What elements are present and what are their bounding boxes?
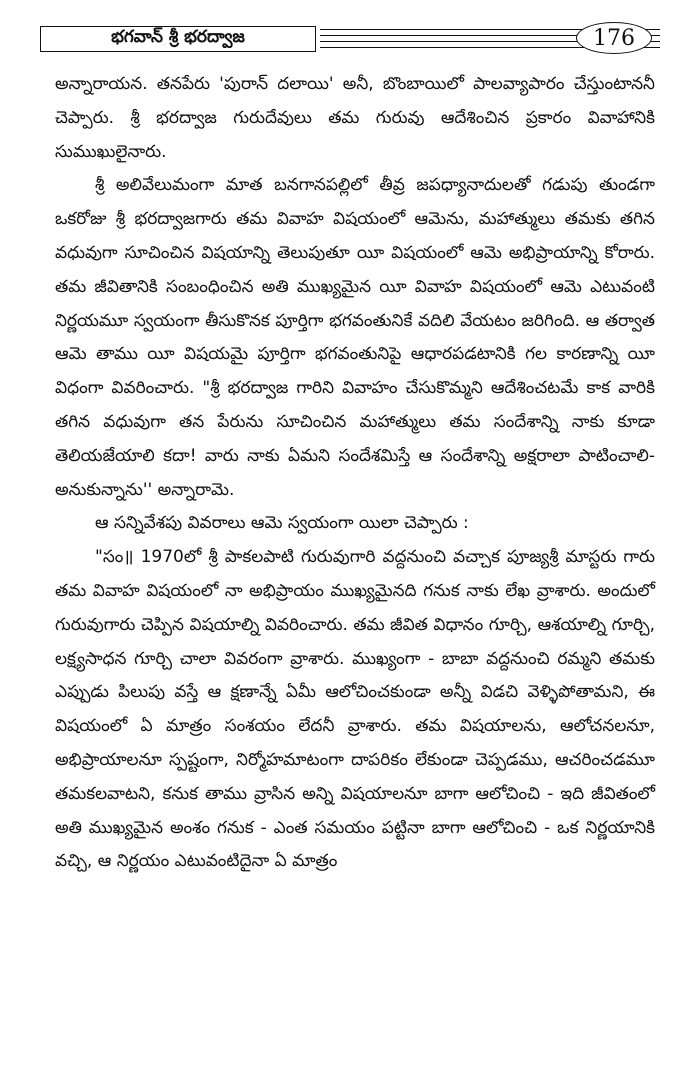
page-number-oval: [576, 22, 652, 54]
page-header: [40, 22, 660, 56]
running-title: భగవాన్ శ్రీ భరద్వాజ: [111, 27, 245, 47]
paragraph: అన్నారాయన. తనపేరు 'పురాన్ దలాయి' అనీ, బొంబాయిలో పాలవ్యాపారం చేస్తుంటాననీ చెప్పారు. శ్రీ భరద్వాజ గురుదేవులు తమ గురువు ఆదేశించిన ప్రకారం వివాహానికి సుముఖులైనారు.: [55, 74, 655, 162]
page-number: 176: [593, 25, 635, 51]
running-title-box: [40, 26, 316, 52]
body-text: [55, 68, 655, 879]
paragraph: "సం॥ 1970లో శ్రీ పాకలపాటి గురువుగారి వద్దనుంచి వచ్చాక పూజ్యశ్రీ మాస్టరు గారు తమ వివాహ విషయంలో నా అభిప్రాయం ముఖ్యమైనది గనుక నాకు లేఖ వ్రాశారు. అందులో గురువుగారు చెప్పిన విషయాల్ని వివరించారు. తమ జీవిత విధానం గూర్చి, ఆశయాల్ని గూర్చి, లక్ష్యసాధన గూర్చి చాలా వివరంగా వ్రాశారు. ముఖ్యంగా - బాబా వద్దనుంచి రమ్మని తమకు ఎప్పుడు పిలుపు వస్తే ఆ క్షణాన్నే ఏమీ ఆలోచించకుండా అన్నీ విడచి వెళ్ళిపోతామని, ఈ విషయంలో ఏ మాత్రం సంశయం లేదనీ వ్రాశారు. తమ విషయాలను, ఆలోచనలనూ, అభిప్రాయాలనూ స్పష్టంగా, నిర్మోహమాటంగా దాపరికం లేకుండా చెప్పడము, ఆచరించడమూ తమకలవాటని, కనుక తాము వ్రాసిన అన్ని విషయాలనూ బాగా ఆలోచించి - ఇది జీవితంలో అతి ముఖ్యమైన అంశం గనుక - ఎంత సమయం పట్టినా బాగా ఆలోచించి - ఒక నిర్ణయానికి వచ్చి, ఆ నిర్ణయం ఎటువంటిదైనా ఏ మాత్రం: [55, 547, 655, 872]
paragraph: ఆ సన్నివేశపు వివరాలు ఆమె స్వయంగా యిలా చెప్పారు :: [95, 513, 469, 534]
paragraph: శ్రీ అలివేలుమంగా మాత బనగానపల్లిలో తీవ్ర జపధ్యానాదులతో గడుపు తుండగా ఒకరోజు శ్రీ భరద్వాజగారు తమ వివాహ విషయంలో ఆమెను, మహాత్ములు తమకు తగిన వధువుగా సూచించిన విషయాన్ని తెలుపుతూ యీ విషయంలో ఆమె అభిప్రాయాన్ని కోరారు. తమ జీవితానికి సంబంధించిన అతి ముఖ్యమైన యీ వివాహ విషయంలో ఆమె ఎటువంటి నిర్ణయమూ స్వయంగా తీసుకొనక పూర్తిగా భగవంతునికే వదిలి వేయటం జరిగింది. ఆ తర్వాత ఆమె తాము యీ విషయమై పూర్తిగా భగవంతునిపై ఆధారపడటానికి గల కారణాన్ని యీ విధంగా వివరించారు. "శ్రీ భరద్వాజ గారిని వివాహం చేసుకొమ్మని ఆదేశించటమే కాక వారికి తగిన వధువుగా తన పేరును సూచించిన మహాత్ములు తమ సందేశాన్ని నాకు కూడా తెలియజేయాలి కదా! వారు నాకు ఏమని సందేశమిస్తే ఆ సందేశాన్ని అక్షరాలా పాటించాలి- అనుకున్నాను'' అన్నారామె.: [55, 175, 655, 500]
